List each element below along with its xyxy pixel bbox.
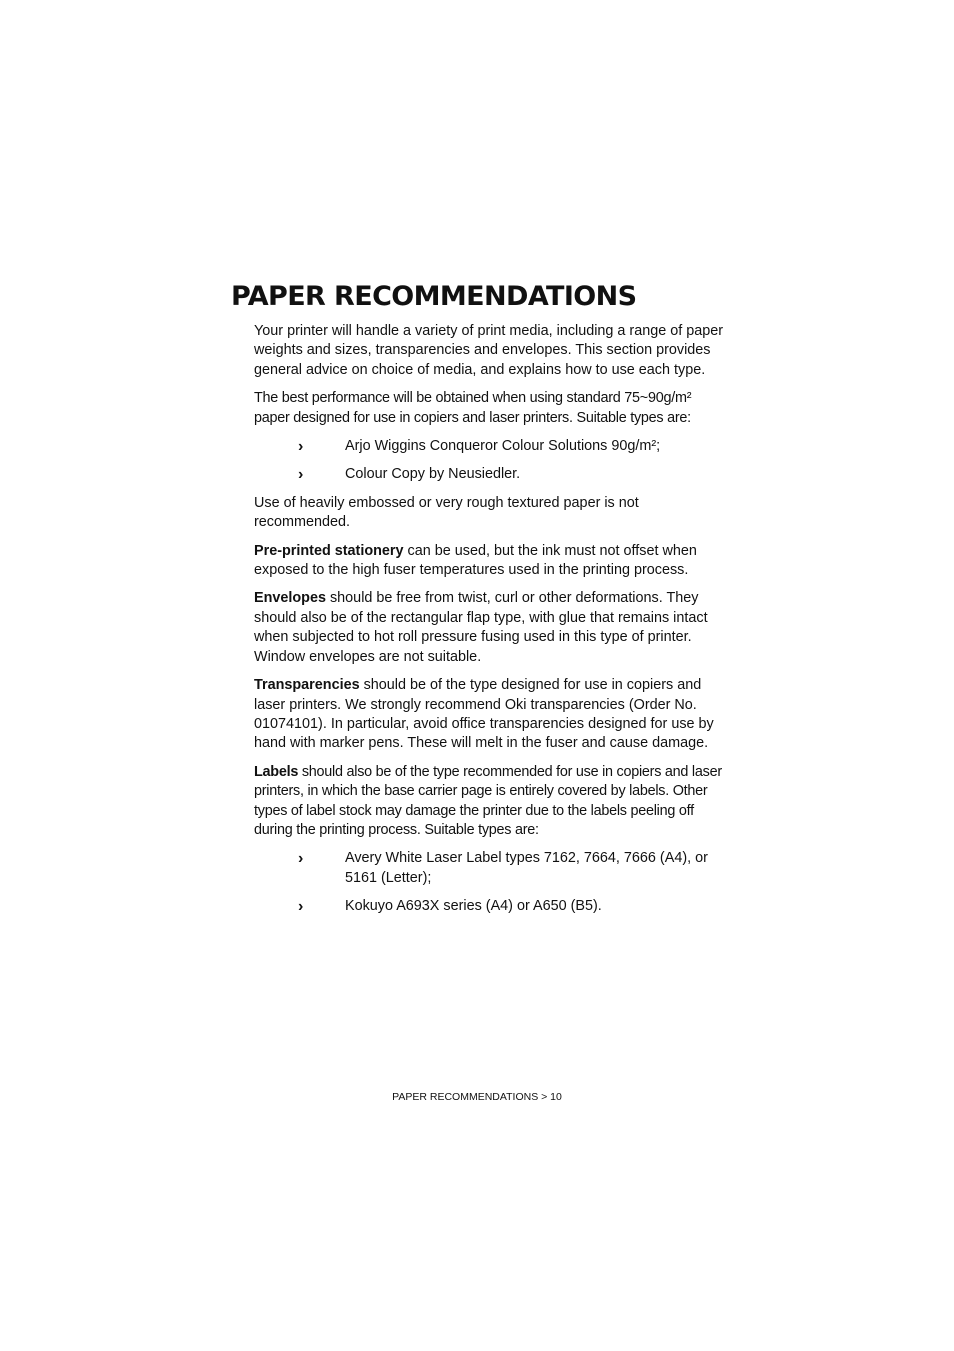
labels-text: should also be of the type recommended for use in copiers and laser printers, in which the base carrier page is entirely covered by labels. Other types of label stock may damage the printer due to the labels peeling off during the printing process. Suitable types are: [254, 763, 722, 838]
label-types-list [254, 849, 726, 916]
envelopes-text: should be free from twist, curl or other deformations. They should also be of the rectangular flap type, with glue that remains intact when subjected to hot roll pressure fusing used in this type of printer. Window envelopes are not suitable. [254, 590, 708, 665]
page-body [254, 322, 726, 926]
paper-types-list [254, 437, 726, 485]
intro-paragraph: Your printer will handle a variety of print media, including a range of paper weights and sizes, transparencies and envelopes. This section provides general advice on choice of media, and explains how to use each type. [254, 323, 724, 378]
transparencies-term: Transparencies [254, 677, 360, 694]
preprinted-paragraph [254, 542, 726, 581]
bullet-chevron-icon: › [298, 466, 304, 484]
page-title: PAPER RECOMMENDATIONS [231, 281, 637, 312]
list-item [254, 897, 726, 916]
page-footer: PAPER RECOMMENDATIONS > 10 [392, 1091, 562, 1103]
bullet-chevron-icon: › [298, 850, 304, 868]
bullet-chevron-icon: › [298, 438, 304, 456]
list-item [254, 465, 726, 484]
preprinted-text: can be used, but the ink must not offset when exposed to the high fuser temperatures used in the printing process. [254, 542, 697, 579]
list-item-text: Kokuyo A693X series (A4) or A650 (B5). [345, 898, 602, 915]
bullet-chevron-icon: › [298, 898, 304, 916]
labels-paragraph [254, 763, 726, 841]
list-item-text: Colour Copy by Neusiedler. [345, 466, 521, 483]
performance-paragraph: The best performance will be obtained when using standard 75~90g/m² paper designed for use in copiers and laser printers. Suitable types are: [254, 390, 692, 426]
list-item-text: Avery White Laser Label types 7162, 7664, 7666 (A4), or 5161 (Letter); [345, 850, 708, 886]
embossed-paragraph: Use of heavily embossed or very rough textured paper is not recommended. [254, 494, 639, 531]
envelopes-paragraph [254, 589, 726, 667]
transparencies-text: should be of the type designed for use in copiers and laser printers. We strongly recommend Oki transparencies (Order No. 01074101). In particular, avoid office transparencies designed for use by hand with marker pens. These will melt in the fuser and cause damage. [254, 677, 714, 752]
list-item [254, 849, 726, 888]
labels-term: Labels [254, 763, 299, 780]
envelopes-term: Envelopes [254, 590, 326, 607]
list-item-text: Arjo Wiggins Conqueror Colour Solutions 90g/m²; [345, 438, 661, 455]
preprinted-term: Pre-printed stationery [254, 542, 404, 559]
list-item [254, 437, 726, 456]
transparencies-paragraph [254, 676, 726, 754]
